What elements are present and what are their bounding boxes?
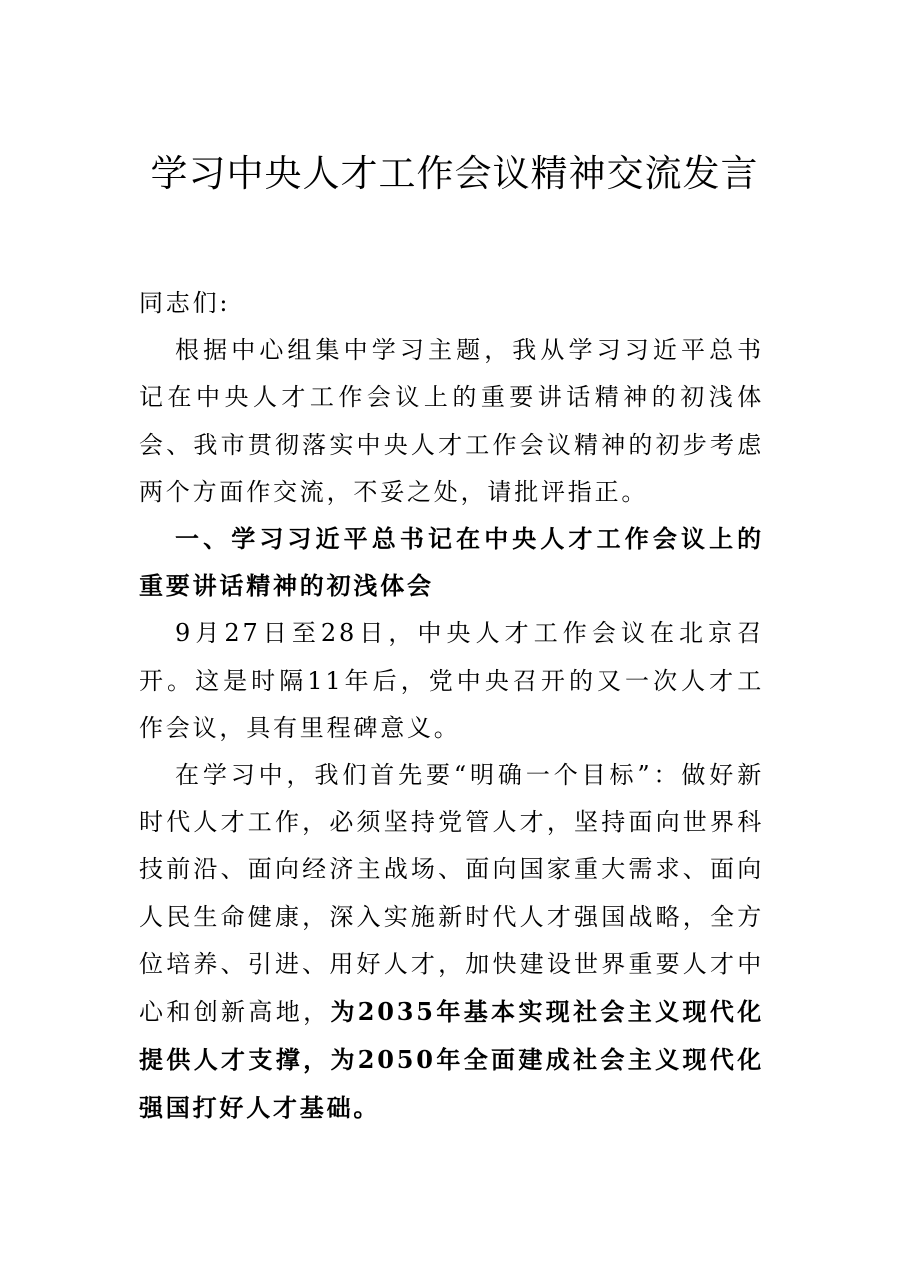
paragraph-meeting-date: 9月27日至28日，中央人才工作会议在北京召开。这是时隔11年后，党中央召开的又一次人才工作会议，具有里程碑意义。 bbox=[139, 619, 764, 742]
intro-paragraph: 根据中心组集中学习主题，我从学习习近平总书记在中央人才工作会议上的重要讲话精神的初浅体会、我市贯彻落实中央人才工作会议精神的初步考虑两个方面作交流，不妥之处，请批评指正。 bbox=[139, 336, 764, 506]
paragraph-goal-text: 在学习中，我们首先要“明确一个目标”：做好新时代人才工作，必须坚持党管人才，坚持面向世界科技前沿、面向经济主战场、面向国家重大需求、面向人民生命健康，深入实施新时代人才强国战略，全方位培养、引进、用好人才，加快建设世界重要人才中心和创新高地， bbox=[139, 761, 764, 1027]
document-title: 学习中央人才工作会议精神交流发言 bbox=[150, 152, 759, 195]
salutation: 同志们: bbox=[139, 289, 231, 317]
paragraph-goal bbox=[139, 752, 764, 1133]
paragraph-goal-emphasis: 为2035年基本实现社会主义现代化提供人才支撑，为2050年全面建成社会主义现代化强国打好人才基础。 bbox=[139, 997, 764, 1123]
section-heading-1: 一、学习习近平总书记在中央人才工作会议上的重要讲话精神的初浅体会 bbox=[139, 525, 764, 601]
document-body bbox=[139, 280, 764, 1133]
